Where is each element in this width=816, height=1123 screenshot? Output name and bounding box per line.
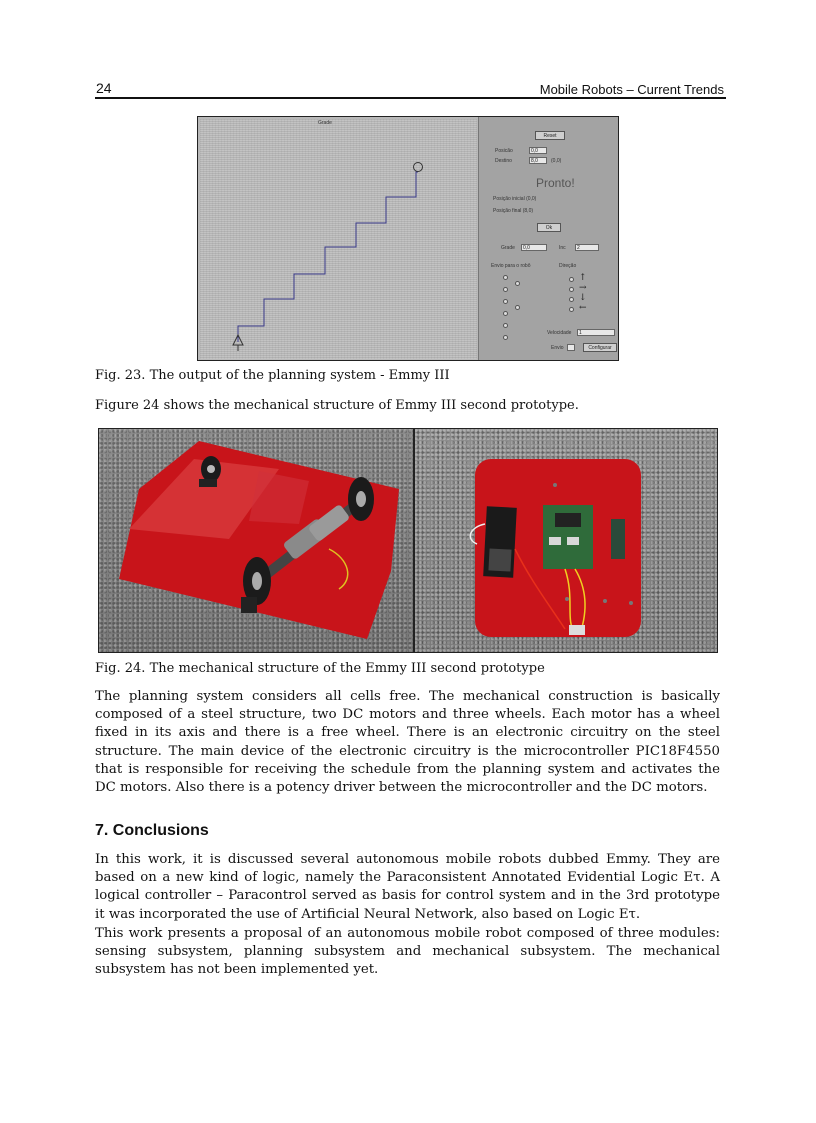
option-radio[interactable] xyxy=(503,275,508,280)
drive-wheel-front-hub xyxy=(252,572,262,590)
send-options-group-label: Envio para o robô xyxy=(491,263,531,269)
connector xyxy=(569,625,585,635)
planner-grid-canvas xyxy=(200,119,477,359)
microcontroller-chip xyxy=(555,513,581,527)
option-radio[interactable] xyxy=(503,323,508,328)
ok-button[interactable]: Ok xyxy=(537,223,561,232)
electronics-photo-illustration xyxy=(415,429,718,653)
page-number: 24 xyxy=(96,80,112,96)
figure-24-chassis-photo xyxy=(98,428,414,653)
free-wheel-hub xyxy=(207,465,215,473)
battery-label xyxy=(488,548,511,571)
direction-radio[interactable] xyxy=(569,287,574,292)
mounting-screw xyxy=(553,483,557,487)
option-radio[interactable] xyxy=(515,305,520,310)
option-radio[interactable] xyxy=(515,281,520,286)
direction-radio[interactable] xyxy=(569,307,574,312)
option-radio[interactable] xyxy=(503,287,508,292)
arrow-up-icon: ↑ xyxy=(579,273,587,283)
arrow-right-icon: → xyxy=(579,283,587,293)
body-paragraph: This work presents a proposal of an autonomous mobile robot composed of three modules: sensing subsystem, planning subsystem and mechanical subsystem. The mechanical subsystem has not been implemented yet. xyxy=(95,926,720,978)
increment-input[interactable]: 2 xyxy=(575,244,599,251)
chassis-photo-illustration xyxy=(99,429,414,653)
planned-path-svg xyxy=(200,119,477,359)
speed-input[interactable]: 1 xyxy=(577,329,615,336)
section-heading: 7. Conclusions xyxy=(95,822,209,839)
figure-24-intro-text: Figure 24 shows the mechanical structure of Emmy III second prototype. xyxy=(95,398,579,413)
mounting-screw xyxy=(603,599,607,603)
final-position-info: Posição final (8,0) xyxy=(493,208,534,214)
mounting-screw xyxy=(565,597,569,601)
direction-group-label: Direção xyxy=(559,263,577,269)
reset-button[interactable]: Reset xyxy=(535,131,565,140)
arrow-left-icon: ← xyxy=(579,303,587,313)
figure-24-electronics-photo xyxy=(414,428,718,653)
speed-label: Velocidade xyxy=(547,330,572,336)
option-radio[interactable] xyxy=(503,299,508,304)
direction-radio[interactable] xyxy=(569,277,574,282)
wheel-bracket xyxy=(241,597,257,613)
body-paragraph: In this work, it is discussed several autonomous mobile robots dubbed Emmy. They are based on a new kind of logic, namely the Paraconsistent Annotated Evidential Logic Eτ. A logical controller – Paracontrol served as basis for control system and in the 3rd prototype it was incorporated the use of Artificial Neural Network, also based on Logic Eτ. xyxy=(95,852,720,922)
destination-suffix: (0,0) xyxy=(551,158,562,164)
status-label: Pronto! xyxy=(536,176,575,190)
arrow-down-icon: ↓ xyxy=(579,293,587,303)
destination-input[interactable]: 8,0 xyxy=(529,157,547,164)
option-radio[interactable] xyxy=(503,335,508,340)
figure-23-caption: Fig. 23. The output of the planning system - Emmy III xyxy=(95,368,450,383)
position-label: Posicão xyxy=(495,148,513,154)
figure-23-planner-screenshot xyxy=(197,116,619,361)
destination-label: Destino xyxy=(495,158,512,164)
header-rule xyxy=(95,97,726,99)
board-component xyxy=(567,537,579,545)
increment-label: Inc xyxy=(559,245,566,251)
planned-path xyxy=(238,172,418,342)
direction-radio[interactable] xyxy=(569,297,574,302)
body-paragraph: The planning system considers all cells free. The mechanical construction is basically composed of a steel structure, two DC motors and three wheels. Each motor has a wheel fixed in its axis and there is a free wheel. There is an electronic circuitry on the steel structure. The main device of the electronic circuitry is the microcontroller PIC18F4550 that is responsible for receiving the schedule from the planning system and activates the DC motors. Also there is a potency driver between the microcontroller and the DC motors. xyxy=(95,689,720,796)
free-wheel-mount xyxy=(199,479,217,487)
figure-24-caption: Fig. 24. The mechanical structure of the Emmy III second prototype xyxy=(95,661,545,676)
position-input[interactable]: 0,0 xyxy=(529,147,547,154)
board-component xyxy=(549,537,561,545)
driver-board xyxy=(611,519,625,559)
goal-marker xyxy=(414,163,423,172)
grid-range-label: Grade xyxy=(501,245,515,251)
drive-wheel-rear-hub xyxy=(356,491,366,507)
option-radio[interactable] xyxy=(503,311,508,316)
send-checkbox[interactable] xyxy=(567,344,575,351)
grid-range-input[interactable]: 0,0 xyxy=(521,244,547,251)
mounting-screw xyxy=(629,601,633,605)
planner-control-panel xyxy=(478,117,619,360)
initial-position-info: Posição inicial (0,0) xyxy=(493,196,537,202)
send-label: Envio xyxy=(551,345,564,351)
running-title: Mobile Robots – Current Trends xyxy=(539,82,724,97)
configure-button[interactable]: Configurar xyxy=(583,343,617,352)
canvas-title: Grade xyxy=(318,120,332,126)
